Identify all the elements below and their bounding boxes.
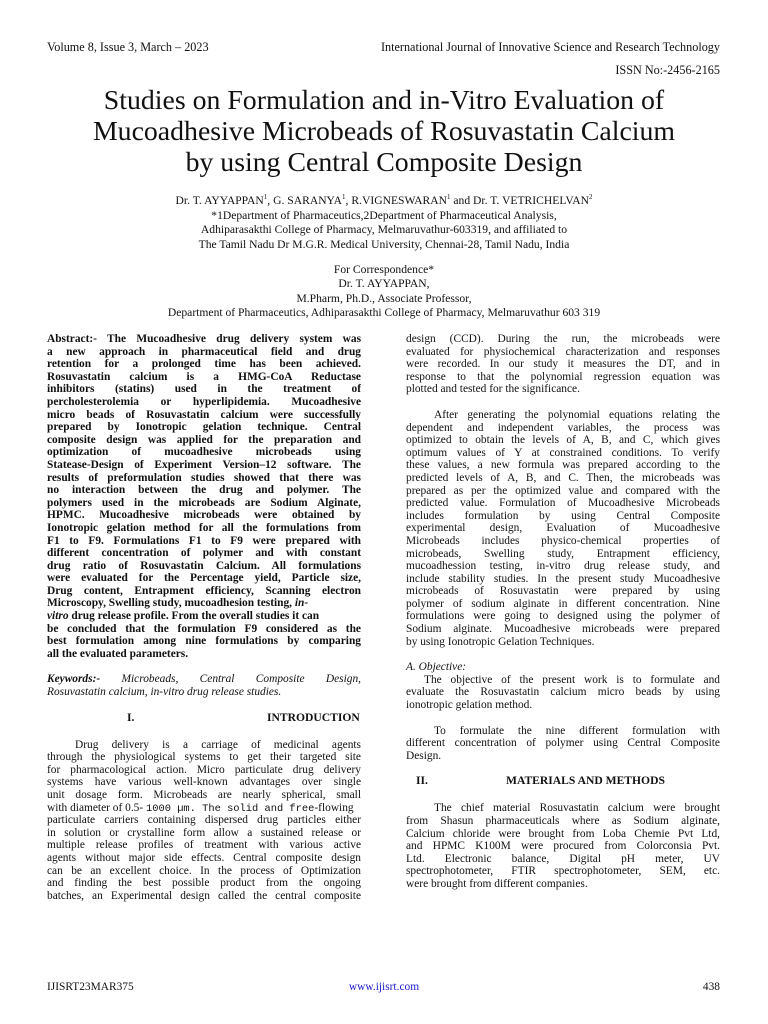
abstract-line: all the evaluated parameters.: [47, 647, 189, 660]
body-line-mono: 1000 µm. The solid and free: [146, 802, 315, 815]
keywords-line: Rosuvastatin calcium, in-vitro drug release studies.: [47, 686, 282, 699]
author-name: Dr. T. AYYAPPAN: [175, 194, 264, 207]
body-line: formulations were going to designed using the polymer of: [406, 610, 720, 623]
body-line-text: -flowing: [314, 801, 354, 814]
body-line: [47, 802, 361, 815]
section-title: MATERIALS AND METHODS: [506, 774, 665, 788]
body-line: Microbeads includes physico-chemical properties of: [406, 534, 720, 547]
body-line: in solution or crystalline form allow a sustained release or: [47, 826, 361, 839]
introduction-paragraph: [47, 739, 361, 903]
volume-issue: Volume 8, Issue 3, March – 2023: [47, 40, 209, 54]
abstract-line: best formulation among nine formulations by comparing: [47, 635, 361, 648]
abstract-line: Drug content, Entrapment efficiency, Scanning electron: [47, 584, 361, 597]
author-affiliation-mark: 1: [263, 193, 268, 202]
affiliation-line: The Tamil Nadu Dr M.G.R. Medical University, Chennai-28, Tamil Nadu, India: [198, 237, 570, 251]
body-line: evaluate the Rosuvastatin calcium micro beads by using: [406, 686, 720, 699]
abstract-line: prepared by Ionotropic gelation technique. Central: [47, 421, 361, 434]
body-line: and finding the best possible product from the ongoing: [47, 877, 361, 890]
abstract-line: were evaluated for the Percentage yield, Particle size,: [47, 572, 361, 585]
body-line: for pharmacological action. Micro particulate drug delivery: [47, 763, 361, 776]
author-affiliation-mark: 1: [446, 193, 451, 202]
abstract-line: Ionotropic gelation method for all the formulations from: [47, 521, 361, 534]
abstract-line: different concentration of polymer and with constant: [47, 547, 361, 560]
body-line: particulate carriers containing dispersed drug particles either: [47, 814, 361, 827]
body-line: After generating the polynomial equations relating the: [434, 408, 720, 421]
body-line: evaluated for physiochemical characterization and responses: [406, 345, 720, 358]
body-line: systems have various well-known advantages over single: [47, 776, 361, 789]
journal-url-link[interactable]: www.ijisrt.com: [348, 981, 420, 993]
correspondence-line: M.Pharm, Ph.D., Associate Professor,: [296, 291, 472, 305]
body-line: optimum values of Y at constrained conditions. To verify: [406, 446, 720, 459]
journal-name: International Journal of Innovative Science and Research Technology: [380, 40, 720, 54]
author-affiliation-mark: 2: [588, 193, 593, 202]
formulate-paragraph: [406, 725, 720, 763]
abstract-line: polymers used in the microbeads are Sodium Alginate,: [47, 496, 361, 509]
body-line: were brought from different companies.: [406, 877, 588, 890]
body-line: optimized to obtain the levels of A, B, and C, which gives: [406, 434, 720, 447]
abstract-line: inhibitors (statins) used in the treatment of: [47, 383, 361, 396]
abstract-line: no interaction between the drug and polymer. The: [47, 484, 361, 497]
section-number: I.: [127, 710, 135, 724]
keywords-line: [47, 673, 361, 686]
section-heading-introduction: [47, 712, 361, 726]
body-line: agents without major side effects. Central composite design: [47, 851, 361, 864]
abstract-line: results of preformulation studies showed that there was: [47, 471, 361, 484]
body-line: different concentration of polymer using Central Composite: [406, 737, 720, 750]
body-line: Ltd. Electronic balance, Digital pH meter, UV: [406, 852, 720, 865]
title-line: by using Central Composite Design: [185, 147, 583, 178]
body-line: prepared as per the optimized value and compared with the: [406, 484, 720, 497]
abstract-line: Statease-Design of Experiment Version–12 software. The: [47, 458, 361, 471]
body-line: and HPMC K100M were procured from Colorconsia Pvt.: [406, 840, 720, 853]
body-line: spectrophotometer, FTIR spectrophotometer, SEM, etc.: [406, 865, 720, 878]
abstract-line: Abstract:- The Mucoadhesive drug delivery system was: [47, 333, 361, 345]
abstract-line: percholesterolemia or hyperlipidemia. Mucoadhesive: [47, 395, 361, 408]
body-line: batches, an Experimental design called the central composite: [47, 889, 361, 902]
paper-id: IJISRT23MAR375: [47, 981, 134, 993]
abstract-line: [47, 610, 361, 623]
affiliation-line: Adhiparasakthi College of Pharmacy, Melmaruvathur-603319, and affiliated to: [200, 223, 568, 237]
body-line: The chief material Rosuvastatin calcium were brought: [434, 802, 720, 815]
left-column: [47, 333, 361, 902]
keywords-text: Microbeads, Central Composite Design,: [100, 673, 361, 686]
author-name: , G. SARANYA: [267, 194, 343, 207]
abstract-line: a new approach in pharmaceutical field and drug: [47, 345, 361, 358]
body-line: Sodium alginate. Mucoadhesive microbeads were prepared: [406, 623, 720, 636]
abstract-line: drug ratio of Rosuvastatin Calcium. All formulations: [47, 559, 361, 572]
body-line: by using Ionotropic Gelation Techniques.: [406, 635, 595, 648]
body-line: predicted levels of A, B, and C. Then, the microbeads was: [406, 471, 720, 484]
body-line: includes formulation by using Central Composite: [406, 509, 720, 522]
abstract-line-text: drug release profile. From the overall studies it can: [68, 610, 320, 623]
author-name: , R.VIGNESWARAN: [345, 194, 447, 207]
body-line: To formulate the nine different formulation with: [434, 724, 720, 737]
section-number: II.: [416, 774, 428, 788]
correspondence: [40, 263, 728, 320]
keywords: [47, 673, 361, 698]
materials-paragraph: [406, 802, 720, 890]
abstract-line: optimization of mucoadhesive microbeads using: [47, 446, 361, 459]
body-line: dependent and independent variables, the process was: [406, 421, 720, 434]
body-line: unit dosage form. Microbeads are nearly spherical, small: [47, 789, 361, 801]
abstract-line: retention for a prolonged time has been achieved.: [47, 358, 361, 371]
abstract-line: composite design was applied for the preparation and: [47, 433, 361, 446]
abstract-line: F1 to F9. Formulations F1 to F9 were prepared with: [47, 534, 361, 547]
body-line: predicted value. Formulation of Mucoadhesive Microbeads: [406, 497, 720, 510]
body-line: Calcium chloride were brought from Loba Chemie Pvt Ltd,: [406, 827, 720, 840]
body-line: can be an excellent choice. In the process of Optimization: [47, 864, 361, 877]
correspondence-line: Department of Pharmaceutics, Adhiparasakthi College of Pharmacy, Melmaruvathur 603 319: [167, 305, 601, 319]
section-title: INTRODUCTION: [267, 710, 360, 724]
body-line: Drug delivery is a carriage of medicinal agents: [75, 738, 361, 751]
body-line: microbeads, Swelling study, Entrapment efficiency,: [406, 547, 720, 560]
body-line: polymer of sodium alginate in different concentration. Nine: [406, 597, 720, 610]
correspondence-line: Dr. T. AYYAPPAN,: [338, 277, 430, 291]
body-line: design (CCD). During the run, the microbeads were: [406, 333, 720, 345]
author-list: [40, 194, 728, 208]
correspondence-line: For Correspondence*: [333, 263, 435, 276]
body-line: include stability studies. In the present study Mucoadhesive: [406, 572, 720, 585]
body-line-text: with diameter of 0.5-: [47, 801, 147, 814]
abstract-italic: vitro: [47, 610, 69, 623]
section-heading-materials-methods: [406, 775, 720, 789]
affiliations: [40, 209, 728, 252]
subsection-heading-objective: A. Objective:: [406, 661, 467, 674]
title-line: Studies on Formulation and in-Vitro Evaluation of: [103, 85, 665, 116]
abstract-line: [47, 597, 361, 610]
body-line: The objective of the present work is to formulate and: [424, 673, 720, 686]
body-line: response to that the polynomial regression equation was: [406, 370, 720, 383]
abstract-line: HPMC. Mucoadhesive microbeads were obtained by: [47, 509, 361, 522]
author-name: and Dr. T. VETRICHELVAN: [450, 194, 589, 207]
body-line: from Shasun pharmaceuticals where as Sodium alginate,: [406, 815, 720, 827]
title-line: Mucoadhesive Microbeads of Rosuvastatin Calcium: [92, 116, 676, 147]
body-line: these values, a new formula was prepared according to the: [406, 459, 720, 472]
optimization-paragraph: [406, 409, 720, 648]
body-line: were recorded. In our study it measures the DT, and in: [406, 358, 720, 371]
abstract-line: micro beads of Rosuvastatin calcium were successfully: [47, 408, 361, 421]
body-line: through the physiological systems to get their targeted site: [47, 751, 361, 764]
affiliation-line: *1Department of Pharmaceutics,2Department of Pharmaceutical Analysis,: [211, 209, 557, 222]
abstract-line: be concluded that the formulation F9 considered as the: [47, 622, 361, 635]
abstract-italic: in-: [294, 597, 309, 610]
body-line: microbeads of Rosuvastatin were prepared by using: [406, 585, 720, 598]
right-column: [406, 333, 720, 891]
paper-title: [30, 85, 738, 178]
body-line: Design.: [406, 749, 442, 762]
abstract: [47, 333, 361, 660]
author-affiliation-mark: 1: [342, 193, 346, 202]
page-number: 438: [702, 981, 720, 993]
issn: ISSN No:-2456-2165: [615, 63, 720, 77]
body-line: multiple release profiles of treatment with various active: [47, 839, 361, 852]
abstract-line: Rosuvastatin calcium is a HMG-CoA Reductase: [47, 370, 361, 383]
body-line: plotted and tested for the significance.: [406, 383, 580, 396]
objective-paragraph: [406, 674, 720, 712]
body-line: experimental design, Evaluation of Mucoadhesive: [406, 522, 720, 535]
body-line: ionotropic gelation method.: [406, 699, 533, 712]
abstract-line-text: Microscopy, Swelling study, mucoadhesion testing,: [47, 597, 293, 610]
ccd-paragraph: [406, 333, 720, 396]
body-line: mucoadhession testing, in-vitro drug release study, and: [406, 560, 720, 573]
keywords-label: Keywords:-: [47, 673, 101, 686]
